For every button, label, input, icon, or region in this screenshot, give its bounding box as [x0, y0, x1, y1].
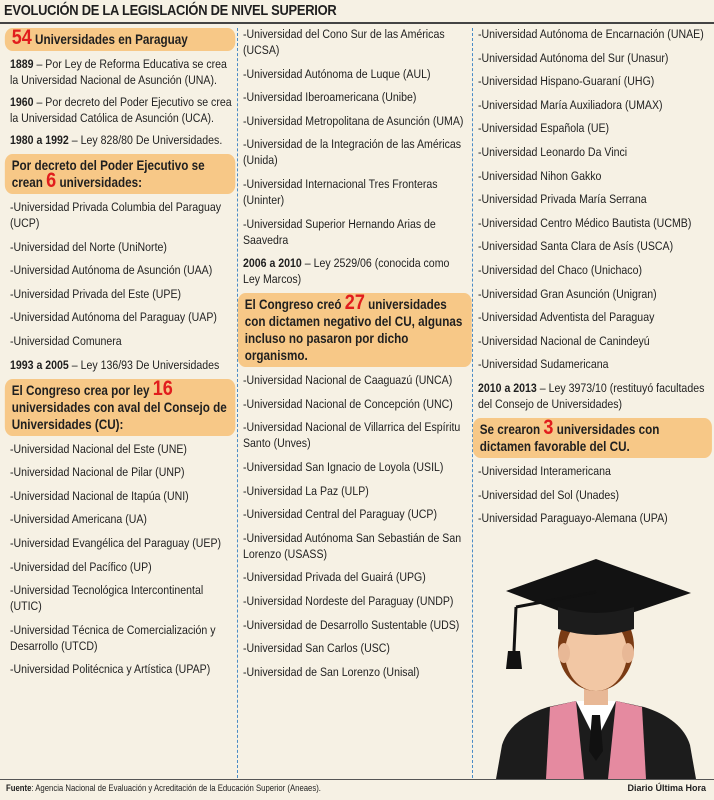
- list-item: -Universidad de San Lorenzo (Unisal): [243, 664, 420, 679]
- list-item: -Universidad Comunera: [10, 333, 122, 348]
- law-entry: 1889 – Por Ley de Reforma Educativa se crea la Universidad Nacional de Asunción (UNA).: [10, 57, 227, 87]
- university-list: [10, 199, 232, 349]
- list-item: -Universidad de Desarrollo Sustentable (UDS): [243, 617, 460, 632]
- list-item: -Universidad Sudamericana: [478, 357, 609, 372]
- column-1: [10, 26, 232, 685]
- list-item: -Universidad de la Integración de las Américas (Unida): [243, 137, 462, 168]
- list-item: -Universidad Politécnica y Artística (UPAP): [10, 662, 211, 677]
- list-item: -Universidad Gran Asunción (Unigran): [478, 286, 657, 301]
- list-item: -Universidad Autónoma de Luque (AUL): [243, 66, 431, 81]
- list-item: -Universidad Americana (UA): [10, 512, 147, 527]
- column-separator: [237, 28, 238, 778]
- highlight-number: 6: [46, 169, 57, 192]
- law-entry: 2010 a 2013 – Ley 3973/10 (restituyó facultades del Consejo de Universidades): [478, 380, 705, 411]
- list-item: -Universidad del Norte (UniNorte): [10, 239, 167, 254]
- law-entry: 1960 – Por decreto del Poder Ejecutivo se crea la Universidad Católica de Asunción (UCA).: [10, 95, 232, 125]
- list-item: -Universidad Nacional de Pilar (UNP): [10, 465, 185, 480]
- list-item: -Universidad Paraguayo-Alemana (UPA): [478, 511, 668, 526]
- university-list: [478, 463, 708, 526]
- list-item: -Universidad Adventista del Paraguay: [478, 310, 655, 325]
- university-list: [478, 26, 708, 372]
- highlight-number: 3: [543, 415, 554, 439]
- column-separator: [472, 28, 473, 778]
- highlight-number: 27: [344, 291, 365, 315]
- list-item: -Universidad Autónoma del Paraguay (UAP): [10, 310, 217, 325]
- highlight-box-congress-16: El Congreso crea por ley 16 universidades con aval del Consejo de Universidades (CU):: [5, 379, 235, 436]
- list-item: -Universidad Tecnológica Intercontinental (UTIC): [10, 583, 204, 614]
- list-item: -Universidad Iberoamericana (Unibe): [243, 90, 417, 105]
- list-item: -Universidad Interamericana: [478, 463, 611, 478]
- list-item: -Universidad Autónoma del Sur (Unasur): [478, 50, 669, 65]
- list-item: -Universidad Nihon Gakko: [478, 168, 602, 183]
- list-item: -Universidad Nacional de Canindeyú: [478, 333, 650, 348]
- list-item: -Universidad Evangélica del Paraguay (UEP): [10, 535, 222, 550]
- list-item: -Universidad Privada Columbia del Paraguay (UCP): [10, 200, 222, 230]
- university-list: [243, 26, 468, 248]
- law-entry: 1980 a 1992 – Ley 828/80 De Universidades.: [10, 133, 223, 147]
- list-item: -Universidad Privada del Guairá (UPG): [243, 570, 426, 585]
- list-item: -Universidad Nordeste del Paraguay (UNDP): [243, 593, 454, 608]
- list-item: -Universidad del Pacífico (UP): [10, 559, 152, 574]
- list-item: -Universidad Superior Hernando Arias de Saavedra: [243, 216, 436, 247]
- source-note: Fuente: Agencia Nacional de Evaluación y Acreditación de la Educación Superior (Aneaes).: [6, 783, 321, 793]
- list-item: -Universidad Metropolitana de Asunción (UMA): [243, 113, 464, 128]
- list-item: -Universidad San Carlos (USC): [243, 641, 390, 656]
- list-item: -Universidad Santa Clara de Asís (USCA): [478, 239, 674, 254]
- list-item: -Universidad Central del Paraguay (UCP): [243, 507, 437, 522]
- list-item: -Universidad del Cono Sur de las Américas (UCSA): [243, 27, 445, 57]
- list-item: -Universidad Nacional de Concepción (UNC): [243, 396, 453, 411]
- highlight-box-total: [5, 28, 235, 51]
- list-item: -Universidad Nacional del Este (UNE): [10, 441, 187, 456]
- list-item: -Universidad del Sol (Unades): [478, 487, 620, 502]
- page-title: EVOLUCIÓN DE LA LEGISLACIÓN DE NIVEL SUPERIOR: [4, 2, 337, 19]
- highlight-number: 16: [152, 376, 173, 400]
- list-item: -Universidad Técnica de Comercialización y Desarrollo (UTCD): [10, 622, 216, 653]
- list-item: -Universidad Centro Médico Bautista (UCMB): [478, 215, 692, 230]
- list-item: -Universidad Nacional de Itapúa (UNI): [10, 488, 189, 503]
- column-2: [243, 26, 468, 687]
- graduate-icon: [486, 555, 706, 779]
- university-list: [243, 372, 468, 680]
- list-item: -Universidad Autónoma de Encarnación (UNAE): [478, 27, 704, 41]
- law-entry: 2006 a 2010 – Ley 2529/06 (conocida como Ley Marcos): [243, 256, 450, 287]
- list-item: -Universidad Hispano-Guaraní (UHG): [478, 74, 655, 89]
- list-item: -Universidad Nacional de Caaguazú (UNCA): [243, 373, 453, 388]
- list-item: -Universidad Privada María Serrana: [478, 192, 647, 207]
- column-3: [478, 26, 708, 534]
- list-item: -Universidad Leonardo Da Vinci: [478, 144, 628, 159]
- highlight-box-favorable: Se crearon 3 universidades con dictamen favorable del CU.: [473, 418, 712, 458]
- list-item: -Universidad Española (UE): [478, 121, 610, 136]
- university-list: [10, 441, 232, 678]
- list-item: -Universidad San Ignacio de Loyola (USIL): [243, 459, 444, 474]
- highlight-number: 54: [11, 26, 32, 49]
- list-item: -Universidad Privada del Este (UPE): [10, 286, 182, 301]
- highlight-box-decree: Por decreto del Poder Ejecutivo se crean 6 universidades:: [5, 154, 235, 194]
- publisher-credit: Diario Última Hora: [627, 783, 706, 793]
- footer-rule: [0, 779, 714, 780]
- list-item: -Universidad Autónoma San Sebastián de San Lorenzo (USASS): [243, 530, 462, 561]
- list-item: -Universidad La Paz (ULP): [243, 483, 369, 498]
- list-item: -Universidad del Chaco (Unichaco): [478, 262, 642, 277]
- title-rule: [0, 22, 714, 24]
- list-item: -Universidad María Auxiliadora (UMAX): [478, 97, 663, 112]
- list-item: -Universidad Internacional Tres Fronteras (Uninter): [243, 176, 438, 207]
- law-entry: 1993 a 2005 – Ley 136/93 De Universidades: [10, 357, 220, 372]
- highlight-box-congress-27: El Congreso creó 27 universidades con dictamen negativo del CU, algunas incluso no pasaron por dicho organismo.: [238, 293, 472, 367]
- list-item: -Universidad Autónoma de Asunción (UAA): [10, 263, 213, 278]
- highlight-text: Universidades en Paraguay: [31, 32, 188, 47]
- list-item: -Universidad Nacional de Villarrica del Espíritu Santo (Unves): [243, 420, 461, 451]
